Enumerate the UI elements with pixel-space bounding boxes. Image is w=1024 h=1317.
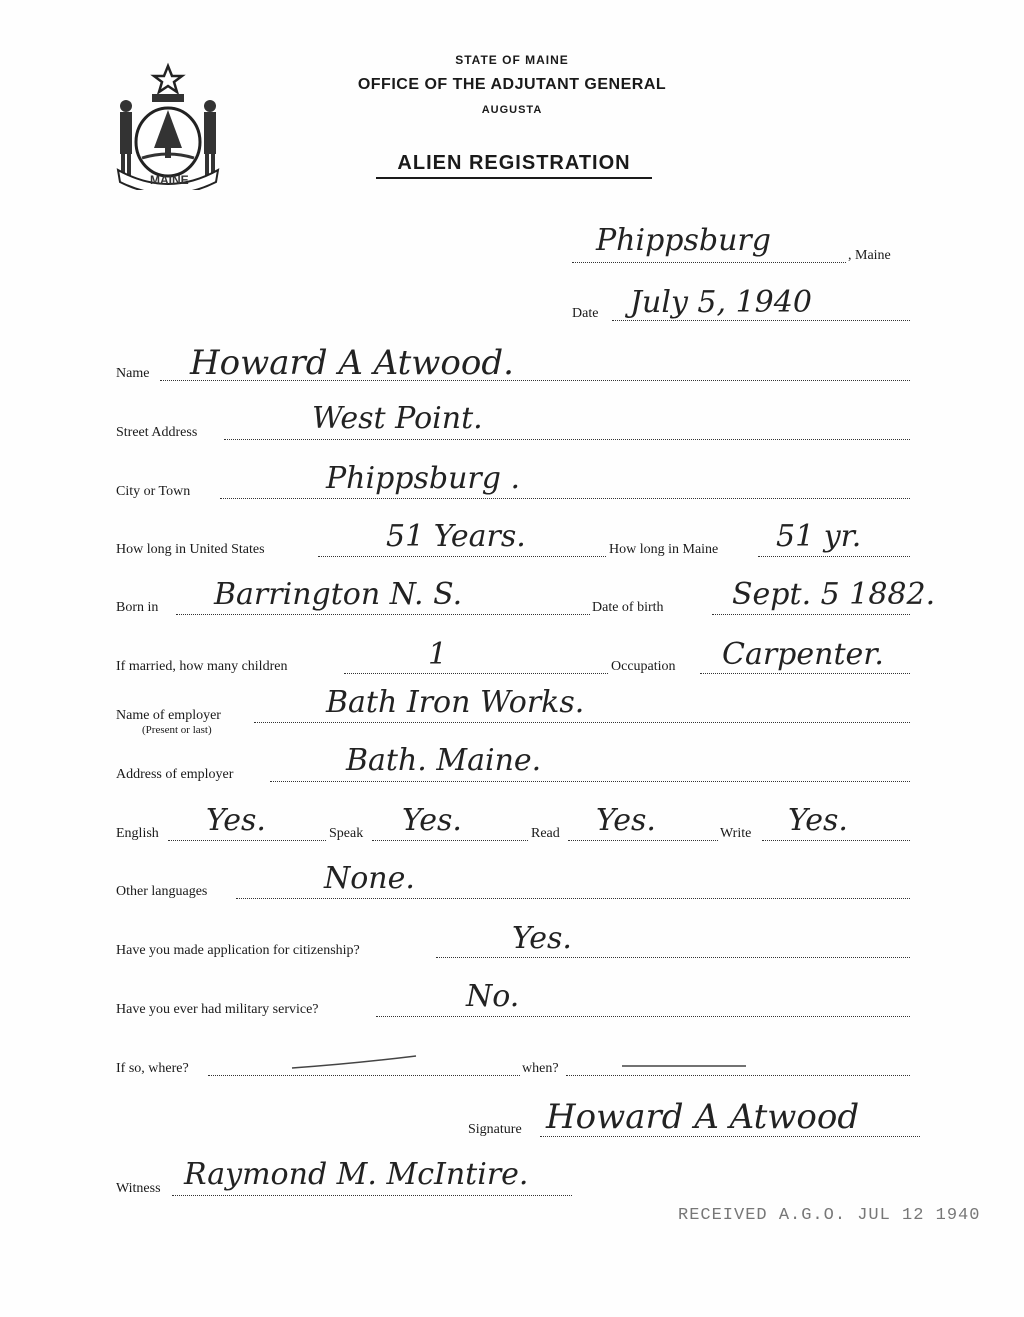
city-label: City or Town — [116, 484, 191, 499]
dob-label: Date of birth — [592, 600, 664, 615]
write-label: Write — [720, 826, 752, 841]
read-line — [568, 840, 718, 841]
born-value: Barrington N. S. — [214, 577, 463, 612]
citizenship-value: Yes. — [512, 921, 572, 956]
header-city: AUGUSTA — [481, 104, 543, 116]
seal-banner-text: MAINE — [150, 173, 189, 187]
write-value: Yes. — [788, 803, 848, 838]
signature-value: Howard A Atwood — [546, 1097, 860, 1137]
born-label: Born in — [116, 600, 159, 615]
maine-duration-label: How long in Maine — [609, 542, 719, 557]
where-line — [208, 1075, 520, 1076]
children-line — [344, 673, 608, 674]
when-label: when? — [522, 1061, 559, 1076]
english-value: Yes. — [206, 803, 266, 838]
town-value: Phippsburg — [596, 223, 771, 258]
speak-label: Speak — [329, 826, 364, 841]
employer-address-label: Address of employer — [116, 767, 234, 782]
city-line — [220, 498, 910, 499]
occupation-line — [700, 673, 910, 674]
write-line — [762, 840, 910, 841]
received-stamp: RECEIVED A.G.O. JUL 12 1940 — [678, 1206, 981, 1225]
english-label: English — [116, 826, 159, 841]
employer-address-line — [270, 781, 910, 782]
english-line — [168, 840, 326, 841]
employer-sublabel: (Present or last) — [142, 724, 212, 736]
us-label: How long in United States — [116, 542, 265, 557]
where-label: If so, where? — [116, 1061, 189, 1076]
form-title: ALIEN REGISTRATION — [376, 152, 652, 179]
occupation-value: Carpenter. — [722, 637, 884, 672]
header-state: STATE OF MAINE — [455, 53, 569, 67]
maine-duration-value: 51 yr. — [776, 519, 862, 554]
signature-label: Signature — [468, 1122, 522, 1137]
other-languages-line — [236, 898, 910, 899]
employer-label: Name of employer — [116, 708, 221, 723]
name-label: Name — [116, 366, 150, 381]
maine-duration-line — [758, 556, 910, 557]
children-value: 1 — [428, 637, 448, 672]
date-value: July 5, 1940 — [630, 285, 812, 320]
us-value: 51 Years. — [386, 519, 526, 554]
born-line — [176, 614, 590, 615]
witness-value: Raymond M. McIntire. — [184, 1157, 529, 1192]
witness-line — [172, 1195, 572, 1196]
street-line — [224, 439, 910, 440]
children-label: If married, how many children — [116, 659, 288, 674]
street-label: Street Address — [116, 425, 198, 440]
other-languages-label: Other languages — [116, 884, 208, 899]
dob-line — [712, 614, 910, 615]
city-value: Phippsburg . — [326, 461, 521, 496]
date-label: Date — [572, 306, 599, 321]
employer-line — [254, 722, 910, 723]
employer-address-value: Bath. Maine. — [346, 743, 542, 778]
military-value: No. — [466, 979, 520, 1014]
dob-value: Sept. 5 1882. — [732, 577, 936, 612]
name-value: Howard A Atwood. — [190, 343, 514, 383]
occupation-label: Occupation — [611, 659, 676, 674]
read-label: Read — [531, 826, 560, 841]
citizenship-line — [436, 957, 910, 958]
when-line — [566, 1075, 910, 1076]
street-value: West Point. — [312, 401, 483, 436]
header-office: OFFICE OF THE ADJUTANT GENERAL — [357, 76, 667, 93]
town-line — [572, 262, 846, 263]
speak-line — [372, 840, 528, 841]
read-value: Yes. — [596, 803, 656, 838]
where-dash-mark — [290, 1052, 420, 1072]
citizenship-label: Have you made application for citizenship? — [116, 943, 360, 958]
military-label: Have you ever had military service? — [116, 1002, 319, 1017]
when-dash-mark — [620, 1058, 750, 1072]
other-languages-value: None. — [324, 861, 415, 896]
speak-value: Yes. — [402, 803, 462, 838]
military-line — [376, 1016, 910, 1017]
employer-value: Bath Iron Works. — [326, 685, 585, 720]
maine-label: , Maine — [848, 248, 891, 263]
us-line — [318, 556, 606, 557]
date-line — [612, 320, 910, 321]
witness-label: Witness — [116, 1181, 161, 1196]
